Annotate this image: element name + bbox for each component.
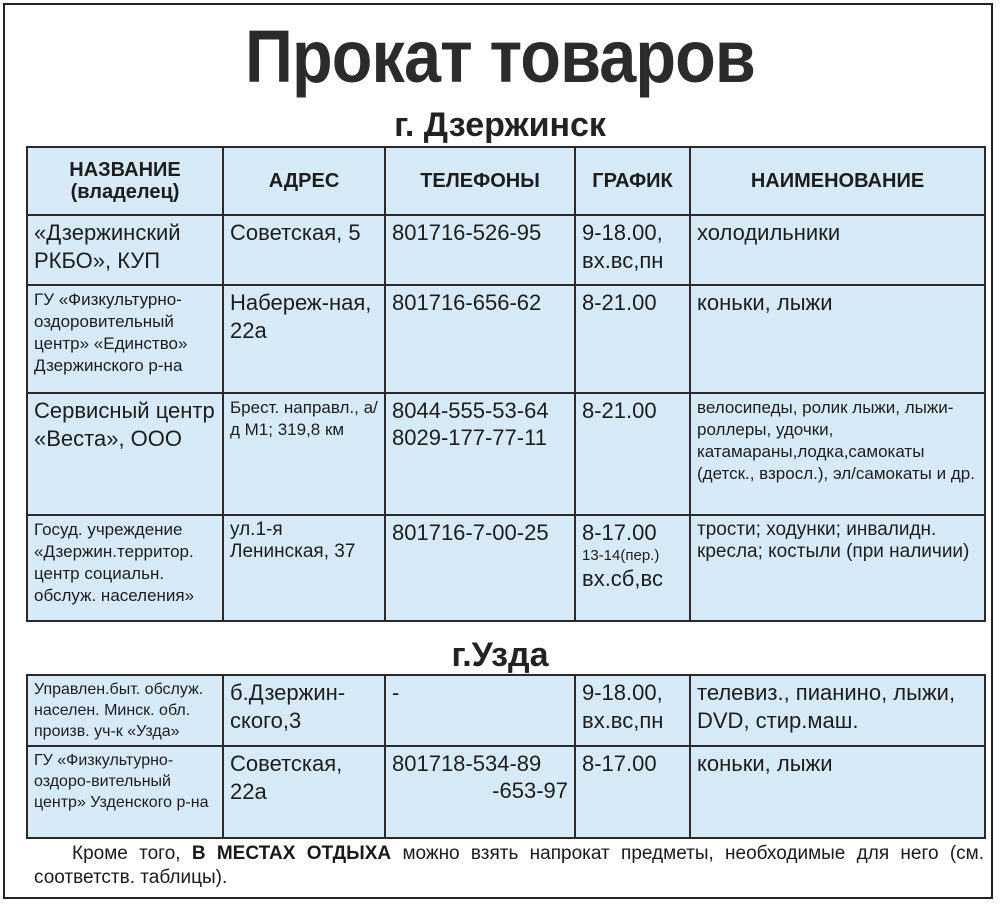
cell-items: велосипеды, ролик лыжи, лыжи-роллеры, удочки, катамараны,лодка,самокаты (детск., взросл.), эл/самокаты и др. xyxy=(690,393,985,515)
cell-schedule: 9-18.00, вх.вс,пн xyxy=(575,215,690,285)
cell-schedule: 8-21.00 xyxy=(575,393,690,515)
city-heading-dzerzhinsk: г. Дзержинск xyxy=(394,106,606,144)
cell-schedule: 8-17.00 xyxy=(575,746,690,838)
cell-phone: 801716-526-95 xyxy=(385,215,575,285)
header-name: НАЗВАНИЕ (владелец) xyxy=(27,147,223,215)
footer-suffix: можно взять напрокат предметы, необходимые для него (см. соответств. таблицы). xyxy=(34,843,984,888)
schedule-break: 13-14(пер.) xyxy=(582,547,660,564)
table-row xyxy=(27,215,985,285)
cell-items: холодильники xyxy=(690,215,985,285)
cell-phone: 801716-7-00-25 xyxy=(385,515,575,621)
cell-address: Советская, 5 xyxy=(223,215,385,285)
header-phones: ТЕЛЕФОНЫ xyxy=(385,147,575,215)
cell-address: Брест. направл., а/д М1; 319,8 км xyxy=(223,393,385,515)
phone-line: 8044-555-53-64 xyxy=(392,398,549,423)
cell-items: коньки, лыжи xyxy=(690,285,985,393)
header-schedule: ГРАФИК xyxy=(575,147,690,215)
table-row xyxy=(27,393,985,515)
cell-name: «Дзержинский РКБО», КУП xyxy=(27,215,223,285)
cell-schedule: 8-21.00 xyxy=(575,285,690,393)
footer-emphasis: В МЕСТАХ ОТДЫХА xyxy=(191,843,392,864)
schedule-hours: 8-17.00 xyxy=(582,520,657,545)
cell-phone: - xyxy=(385,675,575,746)
header-address: АДРЕС xyxy=(223,147,385,215)
cell-items: трости; ходунки; инвалидн. кресла; костыли (при наличии) xyxy=(690,515,985,621)
page-title: Прокат товаров xyxy=(245,15,755,98)
table-row xyxy=(27,675,985,746)
schedule-days-off: вх.сб,вс xyxy=(582,566,663,591)
phone-line: 8029-177-77-11 xyxy=(392,425,547,450)
cell-address: Набереж-ная, 22а xyxy=(223,285,385,393)
footer-prefix: Кроме того, xyxy=(72,843,181,864)
table-row xyxy=(27,285,985,393)
cell-phones xyxy=(385,746,575,838)
cell-schedule xyxy=(575,515,690,621)
header-items: НАИМЕНОВАНИЕ xyxy=(690,147,985,215)
cell-name: ГУ «Физкультурно-оздоро-вительный центр» Узденского р-на xyxy=(27,746,223,838)
rental-table-uzda xyxy=(26,674,986,839)
table-row xyxy=(27,746,985,838)
cell-phones xyxy=(385,393,575,515)
footer-note xyxy=(34,842,984,890)
rental-table-dzerzhinsk xyxy=(26,146,986,622)
cell-schedule: 9-18.00, вх.вс,пн xyxy=(575,675,690,746)
table-header-row xyxy=(27,147,985,215)
cell-name: Сервисный центр «Веста», ООО xyxy=(27,393,223,515)
phone-line: -653-97 xyxy=(492,778,568,803)
cell-name: ГУ «Физкультурно-оздоровительный центр» «Единство» Дзержинского р-на xyxy=(27,285,223,393)
cell-address: Советская, 22а xyxy=(223,746,385,838)
cell-phone: 801716-656-62 xyxy=(385,285,575,393)
cell-address: ул.1-я Ленинская, 37 xyxy=(223,515,385,621)
cell-items: телевиз., пианино, лыжи, DVD, стир.маш. xyxy=(690,675,985,746)
cell-items: коньки, лыжи xyxy=(690,746,985,838)
cell-name: Управлен.быт. обслуж. населен. Минск. обл. произв. уч-к «Узда» xyxy=(27,675,223,746)
cell-name: Госуд. учреждение «Дзержин.территор. центр социальн. обслуж. населения» xyxy=(27,515,223,621)
city-heading-uzda: г.Узда xyxy=(451,636,549,674)
phone-line: 801718-534-89 xyxy=(392,751,542,776)
cell-address: б.Дзержин-ского,3 xyxy=(223,675,385,746)
table-row xyxy=(27,515,985,621)
